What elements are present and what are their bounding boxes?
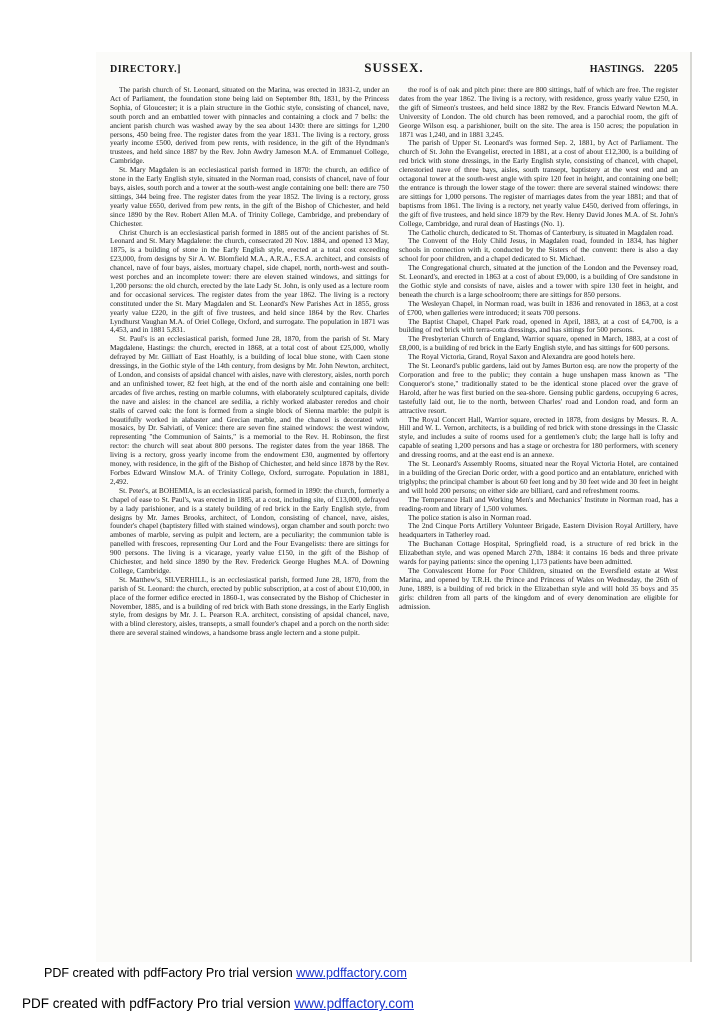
paragraph: St. Matthew's, SILVERHILL, is an ecclesiastical parish, formed June 28, 1870, from the parish of St. Leonard: the church, erected by public subscription, at a cost of about £10,000, in place of the former edifice erected in 1860-1, was consecrated by the Bishop of Chichester in November, 1885, and is a building of red brick with Bath stone dressings, in the Early English style, from designs by Mr. J. L. Pearson R.A. architect, consisting of apsidal chancel, nave, with a blind clerestory, aisles, transepts, a small founder's chapel and a porch on the north side: there are several stained windows, a handsome brass angle lectern and a stone pulpit.	[110, 574, 389, 638]
paragraph: The St. Leonard's Assembly Rooms, situated near the Royal Victoria Hotel, are contained in a building of the Grecian Doric order, with a good portico and an entablature, enriched with triglyphs; the principal chamber is about 60 feet long and by 30 feet wide and 30 feet in height and will hold 200 persons; on either side are billiard, card and refreshment rooms.	[399, 459, 678, 495]
paragraph: The parish of Upper St. Leonard's was formed Sep. 2, 1881, by Act of Parliament. The church of St. John the Evangelist, erected in 1881, at a cost of about £12,300, is a building of red brick with stone dressings, in the Early English style, consisting of chancel, with chapel, clerestoried nave of three bays, aisles, south transept, baptistery at the west end and an octagonal tower at the south-west angle with spire 120 feet in height, and containing one bell; the entrance is through the lower stage of the tower: there are several stained windows: there are sittings for 1,000 persons. The register of marriages dates from the year 1881; and that of baptisms from 1861. The living is a rectory, net yearly value £450, derived from offerings, in the gift of five trustees, and held since 1879 by the Rev. Henry David Jones M.A. of St. John's College, Cambridge, and rural dean of Hastings (No. 1).	[399, 138, 678, 228]
page-header	[110, 60, 678, 82]
paragraph: The Presbyterian Church of England, Warrior square, opened in March, 1883, at a cost of £8,000, is a building of red brick in the Early English style, and has sittings for 600 persons.	[399, 334, 678, 353]
paragraph: The Convent of the Holy Child Jesus, in Magdalen road, founded in 1834, has higher schools in connection with it, conducted by the Sisters of the convent: there is also a day school for poor children, and a chapel dedicated to St. Michael.	[399, 236, 678, 264]
paragraph: The police station is also in Norman road.	[408, 512, 532, 522]
pdf-watermark-line-2	[22, 996, 414, 1011]
left-column	[110, 86, 389, 954]
paragraph: The Buchanan Cottage Hospital, Springfield road, is a structure of red brick in the Elizabethan style, and was opened March 27th, 1884: it contains 16 beds and three private wards for paying patients: since the opening 1,173 patients have been admitted.	[399, 539, 678, 567]
header-town	[508, 61, 678, 76]
paragraph: St. Peter's, at BOHEMIA, is an ecclesiastical parish, formed in 1890: the church, formerly a chapel of ease to St. Paul's, was erected in 1885, at a cost, including site, of £13,000, defrayed by a lady parishioner, and is a stately building of red brick in the Early English style, from designs by Mr. James Brooks, architect, of London, consisting of chancel, nave, aisles, founder's chapel (baptistery filled with stained windows), organ chamber and south porch: two ambones of marble, serving as pulpit and lectern, are a peculiarity; the communion table is panelled with frescoes, representing Our Lord and the Four Evangelists: there are sittings for 900 persons. The living is a vicarage, yearly value £150, in the gift of the Bishop of Chichester, and held since 1890 by the Rev. Frederick George Hughes M.A. of Downing College, Cambridge.	[110, 485, 389, 575]
paragraph: The Catholic church, dedicated to St. Thomas of Canterbury, is situated in Magdalen road.	[408, 227, 674, 237]
paragraph: The Royal Concert Hall, Warrior square, erected in 1878, from designs by Messrs. R. A. Hill and W. L. Vernon, architects, is a building of red brick with stone dressings in the Classic style, and includes a suite of rooms used for a gentlemen's club; the large hall is lofty and capable of seating 1,200 persons and has a stage or orchestra for 180 performers, with scenery and dressing rooms, and at the east end is an annexe.	[399, 414, 678, 460]
right-column	[399, 86, 678, 954]
paragraph: the roof is of oak and pitch pine: there are 800 sittings, half of which are free. The register dates from the year 1862. The living is a rectory, with residence, gross yearly value £250, in the gift of Simeon's trustees, and held since 1882 by the Rev. Francis Edward Newton M.A. University of London. The old church has been removed, and a parochial room, the gift of George Wilson esq. a parishioner, built on the site. The area is 150 acres; the population in 1871 was 1,240, and in 1881 3,245.	[399, 86, 678, 139]
paragraph: St. Paul's is an ecclesiastical parish, formed June 28, 1870, from the parish of St. Mary Magdalene, Hastings: the church, erected in 1868, at a total cost of about £25,000, wholly defrayed by Mr. Gilliatt of East Hoathly, is a building of local blue stone, with Caen stone dressings, in the Gothic style of the 14th century, from designs by Mr. John Newton, architect, of London, and consists of apsidal chancel with aisles, nave with clerestory, aisles, north porch and an unfinished tower, 82 feet high, at the end of the north aisle and containing one bell: arcades of five arches, resting on marble columns, with elaborately sculptured capitals, divide the nave and aisles: in the chancel are sedilia, a richly worked alabaster reredos and choir stalls of carved oak: the font is formed from a single block of Sienna marble: the pulpit is beautifully worked in alabaster and Grecian marble, and the chancel is decorated with mosaics, by Dr. Salviati, of Venice: there are seven fine stained windows: the west window, representing "the Communion of Saints," is a memorial to the Rev. H. Robinson, the first rector: the church will seat about 800 persons. The register dates from the year 1868. The living is a rectory, gross yearly income from the endowment £30, augmented by offertory money, with residence, in the gift of the Bishop of Chichester, and held since 1878 by the Rev. Forbes Edward Winslow M.A. of Trinity College, Oxford, surrogate. Population in 1881, 2,492.	[110, 334, 389, 486]
paragraph: The parish church of St. Leonard, situated on the Marina, was erected in 1831-2, under an Act of Parliament, the foundation stone being laid on September 8th, 1831, by the Princess Sophia, of Gloucester; it is a plain structure in the Gothic style, consisting of chancel, nave, south porch and an embattled tower with pinnacles and containing a clock and 7 bells: the ancient parish church was washed away by the sea about 1430: there are sittings for 1,200 persons, 450 being free. The register dates from the year 1831. The living is a rectory, gross yearly income £500, derived from pew rents, with residence, in the gift of the Hyndman's trustees, and held since 1887 by the Rev. John Awdry Jameson M.A. of Emmanuel College, Cambridge.	[110, 86, 389, 166]
text-columns	[110, 86, 678, 954]
pdffactory-link[interactable]: www.pdffactory.com	[294, 996, 414, 1011]
header-section: DIRECTORY.]	[110, 64, 181, 75]
scanned-page	[96, 52, 692, 962]
paragraph: The Royal Victoria, Grand, Royal Saxon and Alexandra are good hotels here.	[408, 352, 636, 362]
paragraph: The Congregational church, situated at the junction of the London and the Pevensey road, St. Leonard's, and erected in 1863 at a cost of about £9,000, is a building of Ore sandstone in the Gothic style and consists of nave, aisles and a tower with spire 130 feet in height, and beneath the church is a large schoolroom; there are sittings for 850 persons.	[399, 263, 678, 299]
paragraph: The Baptist Chapel, Chapel Park road, opened in April, 1883, at a cost of £4,700, is a building of red brick with terra-cotta dressings, and has sittings for 500 persons.	[399, 316, 678, 335]
paragraph: The 2nd Cinque Ports Artillery Volunteer Brigade, Eastern Division Royal Artillery, have headquarters in Tatherley road.	[399, 521, 678, 540]
paragraph: St. Mary Magdalen is an ecclesiastical parish formed in 1870: the church, an edifice of stone in the Early English style, situated in the Norman road, consists of chancel, nave of four bays, aisles, south porch and a tower at the south-west angle containing one bell: there are 750 sittings, 344 being free. The register dates from the year 1852. The living is a rectory, gross yearly value £650, derived from pew rents, in the gift of the Bishop of Chichester, and held since 1890 by the Rev. Robert Allen M.A. of Trinity College, Cambridge, and prebendary of Chichester.	[110, 165, 389, 228]
page-number: 2205	[653, 61, 678, 75]
paragraph: The Wesleyan Chapel, in Norman road, was built in 1836 and renovated in 1863, at a cost of £700, when galleries were introduced; it seats 700 persons.	[399, 298, 678, 317]
paragraph: Christ Church is an ecclesiastical parish formed in 1885 out of the ancient parishes of St. Leonard and St. Mary Magdalene: the church, consecrated 20 Nov. 1884, and opened 13 May, 1875, is a building of stone in the Early English style, erected at a total cost exceeding £23,000, from designs by Sir A. W. Blomfield M.A., A.R.A., F.S.A. architect, and consists of chancel, nave of four bays, aisles, mortuary chapel, side chapel, north, north-west and south-west porches and an incomplete tower: there are eleven stained windows, and sittings for 1,200 persons: the old church, erected by the late Lady St. John, is only used as a lecture room and for occasional services. The register dates from the year 1862. The living is a rectory constituted under the St. Mary Magdalen and St. Leonard's New Parishes Act in 1855, gross yearly value £220, in the gift of five trustees, and held since 1864 by the Rev. Charles Lyndhurst Vaughan M.A. of Oriel College, Oxford, and surrogate. The population in 1871 was 4,453, and in 1881 5,831.	[110, 227, 389, 335]
watermark-text: PDF created with pdfFactory Pro trial version	[44, 966, 297, 980]
header-town-label: HASTINGS.	[589, 64, 644, 75]
paragraph: The St. Leonard's public gardens, laid out by James Burton esq. are now the property of the Corporation and free to the public; they contain a huge unshapen mass known as "The Conqueror's stone," traditionally stated to be the identical stone placed over the grave of Harold, after he was first buried on the sea-shore. Gensing public gardens, occupying 6 acres, tastefully laid out, lie to the north, between Charles' road and London road, and form an attractive resort.	[399, 361, 678, 415]
watermark-text: PDF created with pdfFactory Pro trial version	[22, 996, 295, 1011]
paragraph: The Temperance Hall and Working Men's and Mechanics' Institute in Norman road, has a reading-room and library of 1,500 volumes.	[399, 494, 678, 513]
pdffactory-link[interactable]: www.pdffactory.com	[296, 966, 407, 980]
pdf-watermark-line-1	[44, 966, 407, 980]
paragraph: The Convalescent Home for Poor Children, situated on the Eversfield estate at West Marina, and opened by T.R.H. the Prince and Princess of Wales on Wednesday, the 26th of June, 1889, is a building of red brick in the Elizabethan style and will hold 35 boys and 35 girls: children from all parts of the kingdom and of every denomination are eligible for admission.	[399, 565, 678, 611]
header-county: SUSSEX.	[364, 60, 424, 75]
